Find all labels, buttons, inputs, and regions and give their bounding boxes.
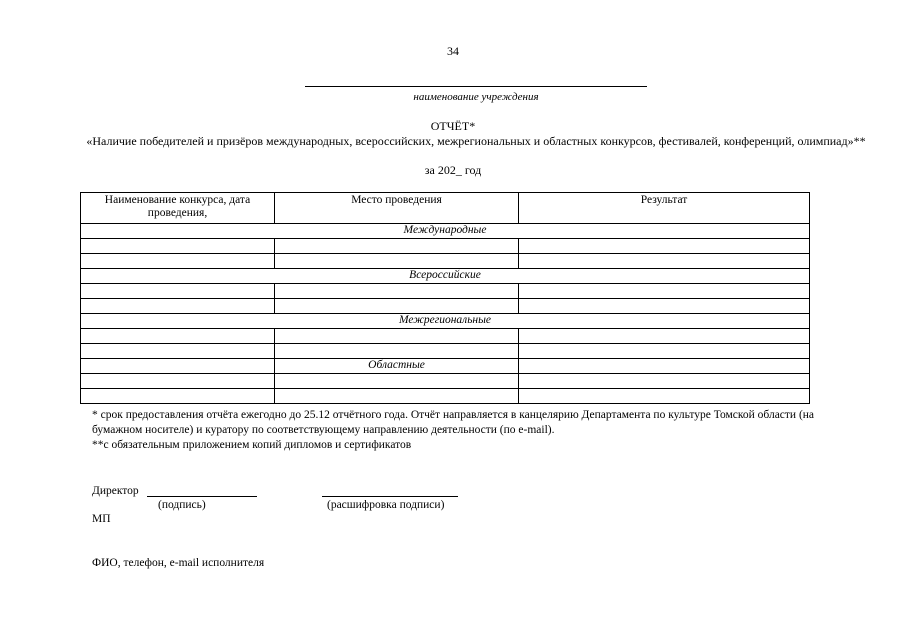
report-table <box>80 192 810 404</box>
cell[interactable] <box>275 329 519 344</box>
table-row <box>81 239 810 254</box>
cell[interactable] <box>275 389 519 404</box>
report-year: за 202_ год <box>424 163 482 177</box>
signature-caption: (подпись) <box>158 499 206 511</box>
cell[interactable] <box>519 299 810 314</box>
cell[interactable] <box>275 254 519 269</box>
cell[interactable] <box>519 359 810 374</box>
section-label: Областные <box>275 359 519 374</box>
section-label: Всероссийские <box>81 269 810 284</box>
stamp-label: МП <box>92 513 111 525</box>
cell[interactable] <box>275 344 519 359</box>
table-row <box>81 284 810 299</box>
cell[interactable] <box>81 374 275 389</box>
cell[interactable] <box>519 254 810 269</box>
cell[interactable] <box>519 239 810 254</box>
section-row-regional <box>81 359 810 374</box>
section-label: Межрегиональные <box>81 314 810 329</box>
institution-caption: наименование учреждения <box>413 91 539 103</box>
cell[interactable] <box>275 374 519 389</box>
cell[interactable] <box>519 284 810 299</box>
signature-block <box>92 485 592 525</box>
report-subtitle: «Наличие победителей и призёров международных, всероссийских, межрегиональных и областных конкурсов, фестивалей, конференций, олимпиад»** <box>86 134 866 148</box>
header-competition: Наименование конкурса, дата проведения, <box>81 193 275 224</box>
section-label: Международные <box>81 224 810 239</box>
executor-label: ФИО, телефон, e-mail исполнителя <box>92 557 265 569</box>
table-row <box>81 374 810 389</box>
report-title: ОТЧЁТ* <box>430 119 476 133</box>
transcript-caption: (расшифровка подписи) <box>327 499 445 511</box>
institution-name-line <box>305 86 647 87</box>
cell[interactable] <box>275 299 519 314</box>
signature-transcript-line[interactable] <box>322 485 458 497</box>
table-row <box>81 389 810 404</box>
table-row <box>81 344 810 359</box>
cell[interactable] <box>81 254 275 269</box>
cell[interactable] <box>81 239 275 254</box>
table-header-row <box>81 193 810 224</box>
cell[interactable] <box>81 329 275 344</box>
section-row-international <box>81 224 810 239</box>
signature-line[interactable] <box>147 485 257 497</box>
cell[interactable] <box>519 374 810 389</box>
section-row-all-russian <box>81 269 810 284</box>
table-row <box>81 329 810 344</box>
cell[interactable] <box>81 299 275 314</box>
cell[interactable] <box>519 329 810 344</box>
table-row <box>81 254 810 269</box>
footnotes <box>92 408 852 453</box>
cell[interactable] <box>81 389 275 404</box>
header-venue: Место проведения <box>275 193 519 224</box>
table-row <box>81 299 810 314</box>
cell[interactable] <box>519 389 810 404</box>
footnote-deadline: * срок предоставления отчёта ежегодно до 25.12 отчётного года. Отчёт направляется в канцелярию Департамента по культуре Томской области (на бумажном носителе) и куратору по соответствующему направлению деятельности (по e-mail). <box>92 409 815 436</box>
director-label: Директор <box>92 485 139 497</box>
cell[interactable] <box>81 344 275 359</box>
page-number: 34 <box>447 44 459 58</box>
header-result: Результат <box>519 193 810 224</box>
footnote-attachments: **с обязательным приложением копий дипломов и сертификатов <box>92 439 412 451</box>
cell[interactable] <box>519 344 810 359</box>
cell[interactable] <box>81 284 275 299</box>
cell[interactable] <box>275 284 519 299</box>
cell[interactable] <box>275 239 519 254</box>
cell[interactable] <box>81 359 275 374</box>
section-row-interregional <box>81 314 810 329</box>
